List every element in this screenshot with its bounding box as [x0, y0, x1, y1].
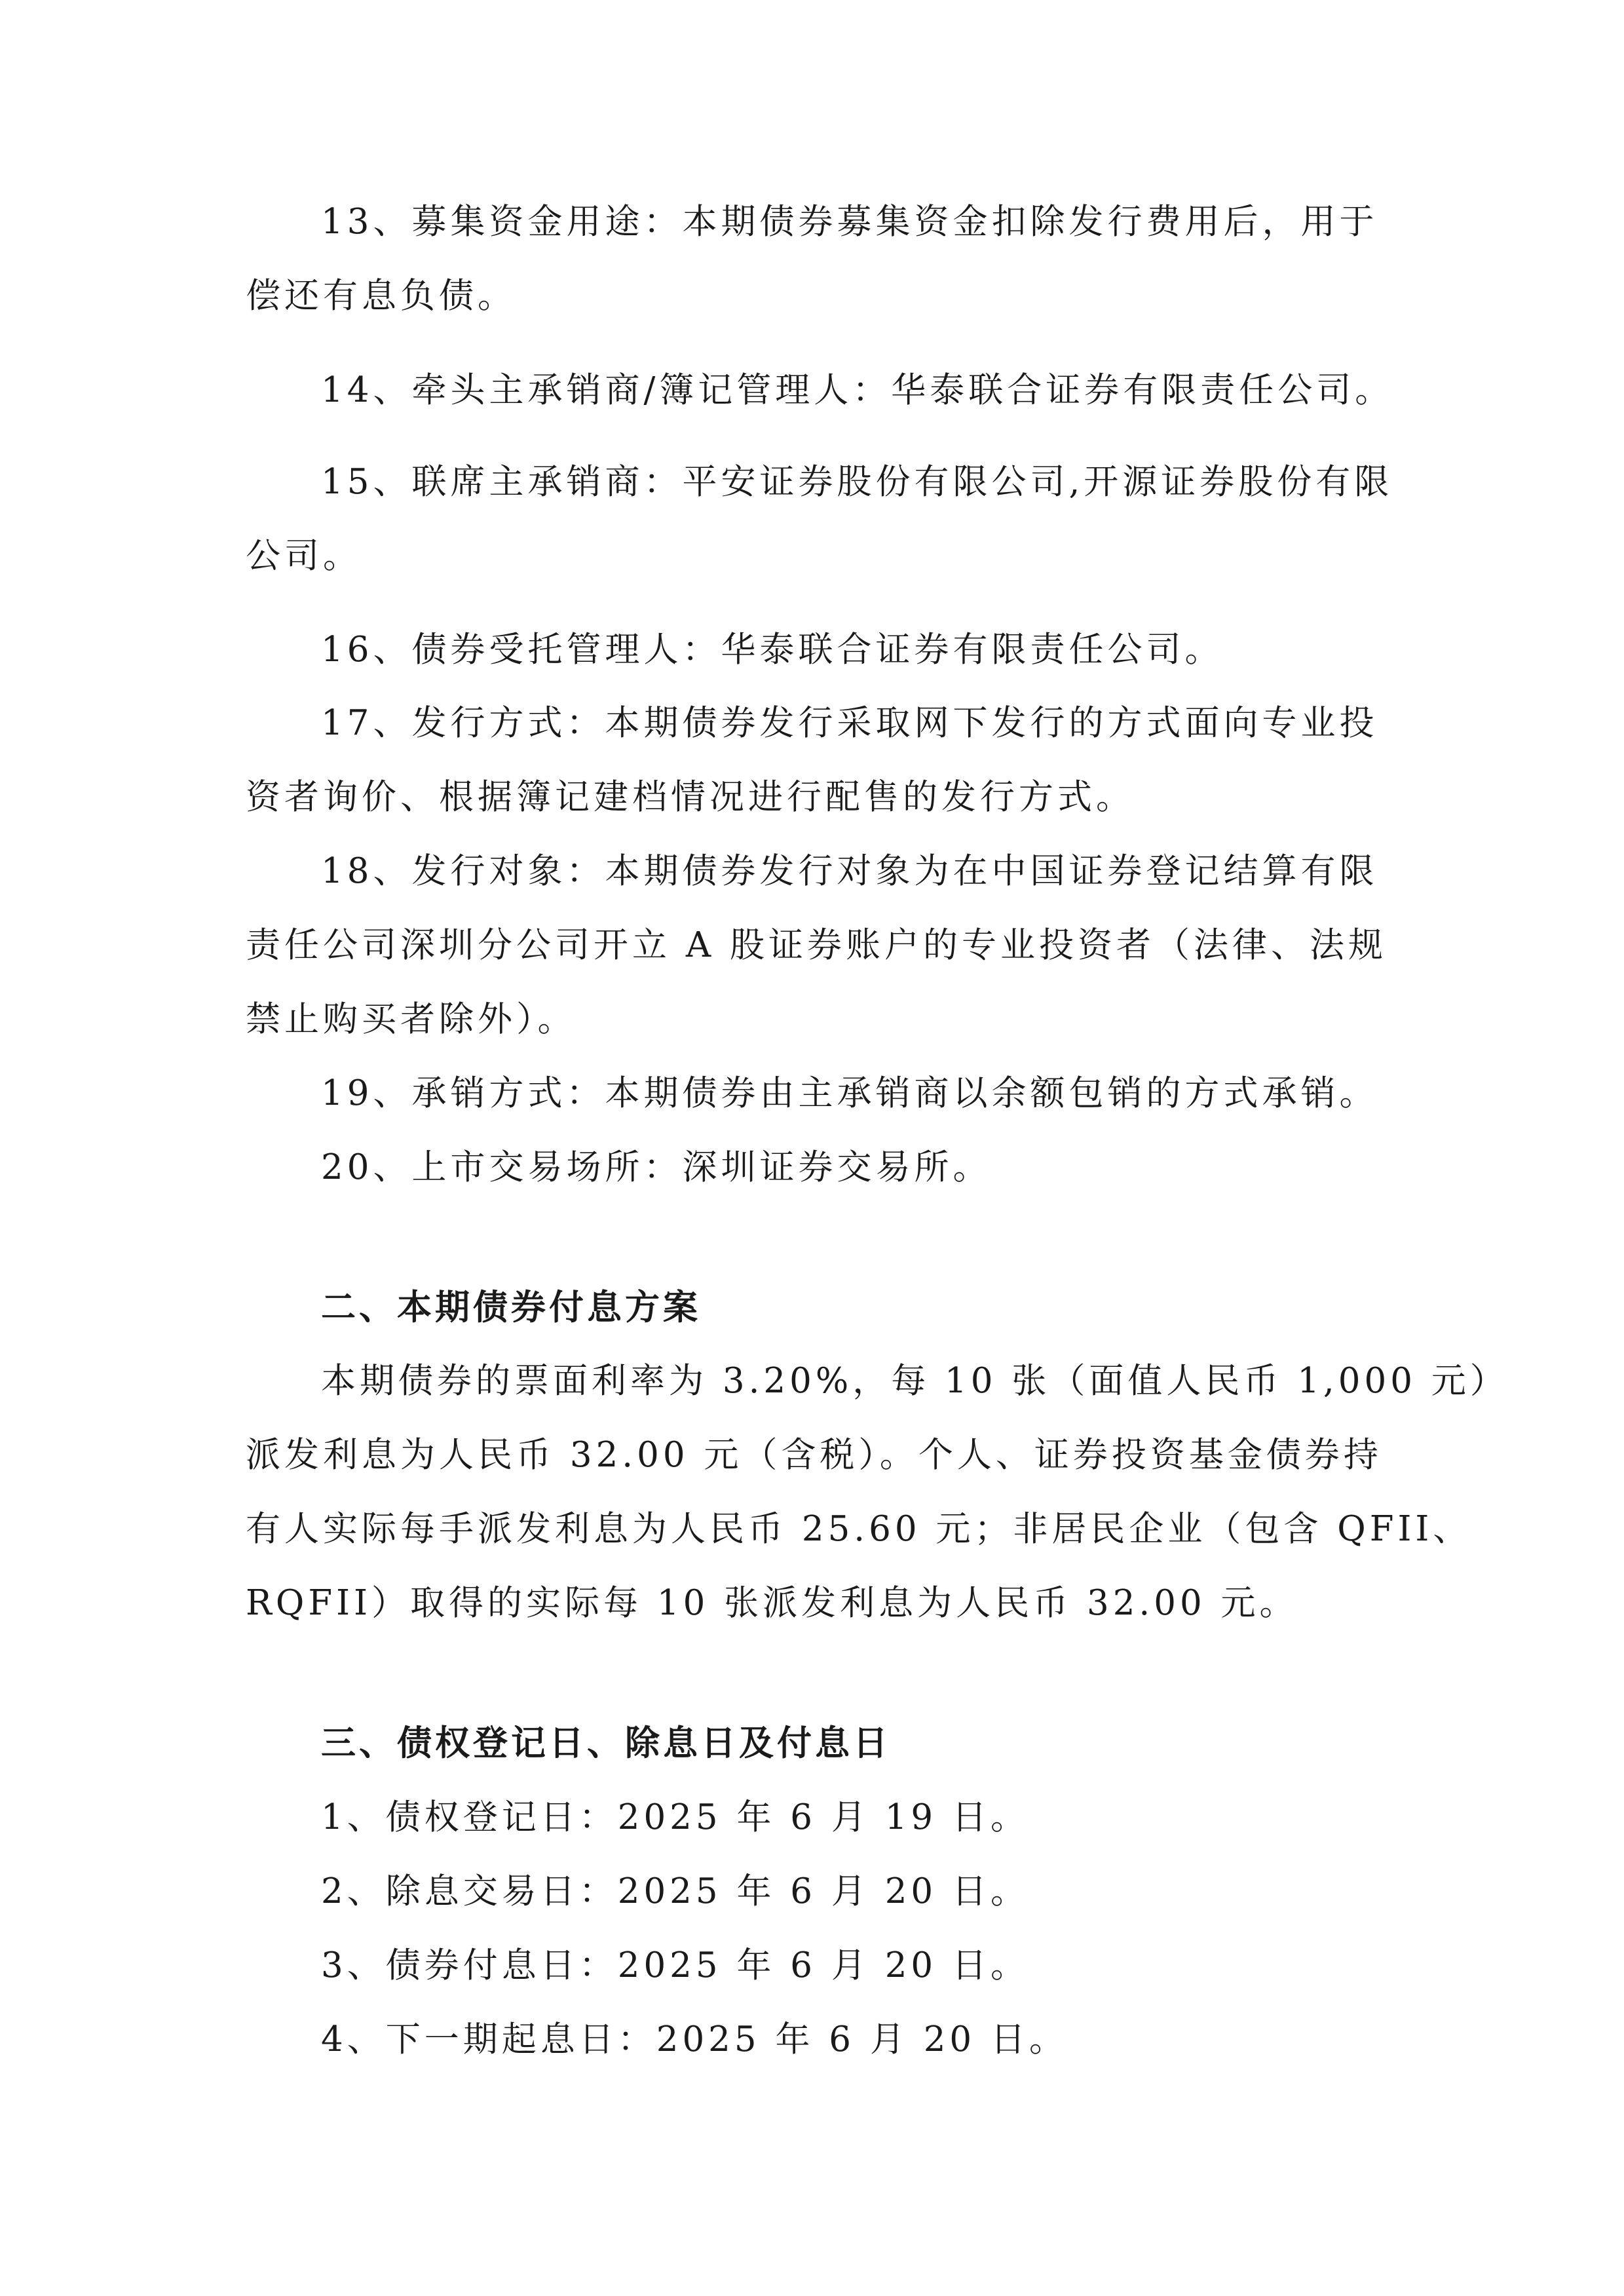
item-18-line-1: 18、发行对象：本期债券发行对象为在中国证券登记结算有限 [321, 851, 1378, 891]
date-item-1: 1、债权登记日：2025 年 6 月 19 日。 [321, 1797, 1029, 1837]
section-2-line-2: 派发利息为人民币 32.00 元（含税）。个人、证券投资基金债券持 [246, 1435, 1382, 1475]
item-15-line-2: 公司。 [246, 536, 362, 576]
date-item-4: 4、下一期起息日：2025 年 6 月 20 日。 [321, 2019, 1068, 2059]
section-2-line-3: 有人实际每手派发利息为人民币 25.60 元；非居民企业（包含 QFII、 [246, 1509, 1472, 1549]
item-16-line-1: 16、债券受托管理人：华泰联合证券有限责任公司。 [321, 630, 1224, 670]
item-20-line-1: 20、上市交易场所：深圳证券交易所。 [321, 1147, 992, 1187]
section-2-line-1: 本期债券的票面利率为 3.20%，每 10 张（面值人民币 1,000 元） [321, 1361, 1509, 1401]
item-13-line-1: 13、募集资金用途：本期债券募集资金扣除发行费用后，用于 [321, 202, 1378, 242]
date-item-2: 2、除息交易日：2025 年 6 月 20 日。 [321, 1871, 1029, 1911]
item-18-line-3: 禁止购买者除外）。 [246, 999, 576, 1039]
section-2-heading: 二、本期债券付息方案 [321, 1288, 701, 1328]
date-item-3: 3、债券付息日：2025 年 6 月 20 日。 [321, 1945, 1029, 1985]
item-18-line-2: 责任公司深圳分公司开立 A 股证券账户的专业投资者（法律、法规 [246, 925, 1387, 965]
item-14-line-1: 14、牵头主承销商/簿记管理人：华泰联合证券有限责任公司。 [321, 370, 1394, 410]
item-17-line-2: 资者询价、根据簿记建档情况进行配售的发行方式。 [246, 777, 1135, 817]
section-2-line-4: RQFII）取得的实际每 10 张派发利息为人民币 32.00 元。 [246, 1583, 1298, 1623]
item-17-line-1: 17、发行方式：本期债券发行采取网下发行的方式面向专业投 [321, 703, 1378, 743]
section-3-heading: 三、债权登记日、除息日及付息日 [321, 1723, 891, 1763]
item-13-line-2: 偿还有息负债。 [246, 276, 516, 316]
item-19-line-1: 19、承销方式：本期债券由主承销商以余额包销的方式承销。 [321, 1073, 1378, 1113]
item-15-line-1: 15、联席主承销商：平安证券股份有限公司,开源证券股份有限 [321, 462, 1393, 502]
